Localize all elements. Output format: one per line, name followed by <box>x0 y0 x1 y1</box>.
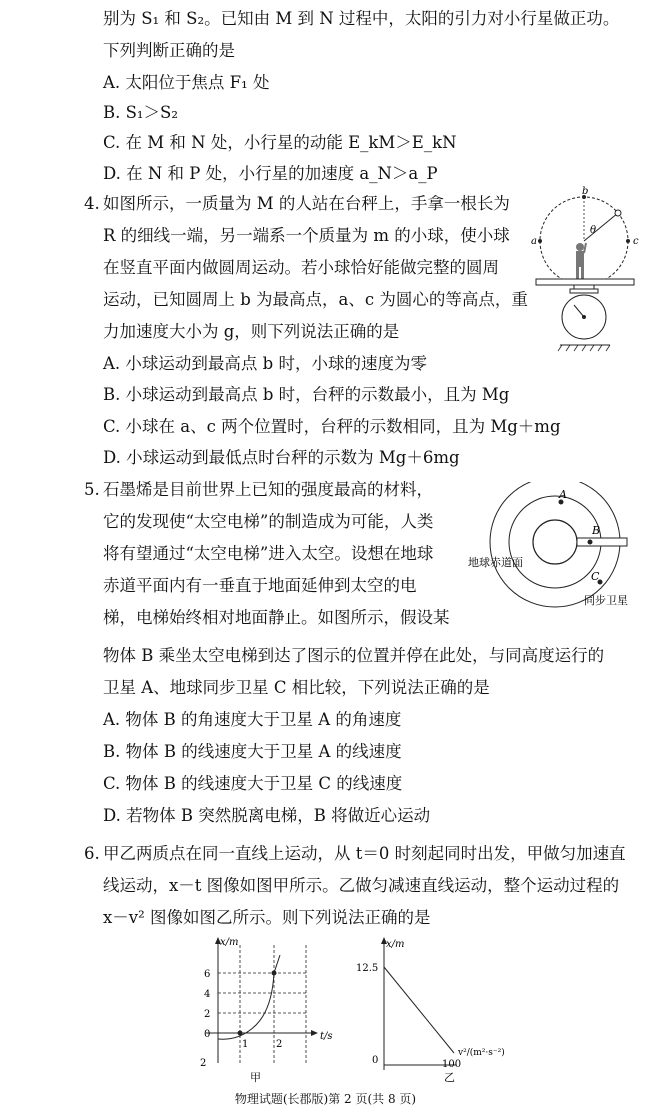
person-icon <box>576 243 586 279</box>
q5-option-b: B. 物体 B 的线速度大于卫星 A 的线速度 <box>103 742 402 761</box>
label-C: C <box>591 570 600 583</box>
q5-stem-line-4: 赤道平面内有一垂直于地面延伸到太空的电 <box>103 576 417 595</box>
label-theta: θ <box>590 225 597 236</box>
q6-figure-jia <box>196 935 346 1085</box>
q4-option-d: D. 小球运动到最低点时台秤的示数为 Mg＋6mg <box>103 448 460 467</box>
page-footer: 物理试题(长郡版)第 2 页(共 8 页) <box>234 1092 417 1106</box>
q4-option-c: C. 小球在 a、c 两个位置时，台秤的示数相同，且为 Mg＋mg <box>103 417 561 436</box>
q5-figure <box>460 482 640 612</box>
jia-xlabel: t/s <box>320 1031 333 1042</box>
jia-caption: 甲 <box>250 1071 261 1084</box>
q3-option-c: C. 在 M 和 N 处，小行星的动能 E_kM＞E_kN <box>103 133 457 152</box>
yi-y0: 12.5 <box>356 963 379 974</box>
q6-figure-yi <box>356 935 556 1085</box>
q5-number: 5. <box>84 480 100 499</box>
label-c: c <box>633 236 639 247</box>
q5-option-a: A. 物体 B 的角速度大于卫星 A 的角速度 <box>103 710 402 729</box>
q4-figure <box>530 185 640 355</box>
label-a: a <box>531 236 537 247</box>
q4-stem-line-5: 力加速度大小为 g，则下列说法正确的是 <box>103 322 400 341</box>
q3-option-a: A. 太阳位于焦点 F₁ 处 <box>103 73 270 92</box>
jia-point-1 <box>238 1031 243 1036</box>
q5-stem-line-5: 梯，电梯始终相对地面静止。如图所示，假设某 <box>103 608 450 627</box>
jia-curve <box>218 955 280 1039</box>
yi-line <box>384 967 454 1053</box>
q4-number: 4. <box>84 194 100 213</box>
q3-option-d: D. 在 N 和 P 处，小行星的加速度 a_N＞a_P <box>103 164 438 183</box>
label-sync: 同步卫星 <box>584 594 628 607</box>
yi-xlabel: v²/(m²·s⁻²) <box>458 1048 505 1058</box>
jia-ytick-0: 0 <box>204 1029 211 1040</box>
q6-stem-line-3: x－v² 图像如图乙所示。则下列说法正确的是 <box>103 908 431 927</box>
q4-stem-line-3: 在竖直平面内做圆周运动。若小球恰好能做完整的圆周 <box>103 258 499 277</box>
label-A: A <box>559 488 567 501</box>
label-equator: 地球赤道面 <box>468 556 523 569</box>
q6-number: 6. <box>84 844 100 863</box>
yi-ylabel: x/m <box>386 939 405 950</box>
point-c <box>626 239 630 243</box>
q6-stem-line-1: 甲乙两质点在同一直线上运动，从 t＝0 时刻起同时出发，甲做匀加速直 <box>103 844 626 863</box>
yi-x0: 100 <box>442 1059 462 1070</box>
q4-option-b: B. 小球运动到最高点 b 时，台秤的示数最小，且为 Mg <box>103 385 510 404</box>
q5-stem-line-1: 石墨烯是目前世界上已知的强度最高的材料， <box>103 480 433 499</box>
ball <box>615 210 621 216</box>
q4-option-a: A. 小球运动到最高点 b 时，小球的速度为零 <box>103 354 427 373</box>
q5-option-c: C. 物体 B 的线速度大于卫星 C 的线速度 <box>103 774 403 793</box>
q5-stem-line-7: 卫星 A、地球同步卫星 C 相比较，下列说法正确的是 <box>103 678 490 697</box>
yi-origin: 0 <box>372 1055 379 1066</box>
jia-ytick-4: 4 <box>204 989 211 1000</box>
q4-stem-line-4: 运动，已知圆周上 b 为最高点，a、c 为圆心的等高点，重 <box>103 290 528 309</box>
q4-stem-line-1: 如图所示，一质量为 M 的人站在台秤上，手拿一根长为 <box>103 194 510 213</box>
q3-text-line-2: 下列判断正确的是 <box>103 41 235 60</box>
q3-option-b: B. S₁＞S₂ <box>103 103 178 122</box>
jia-ytick-2: 2 <box>204 1009 211 1020</box>
jia-point-2 <box>272 971 277 976</box>
jia-xtick-1: 1 <box>242 1039 249 1050</box>
jia-ytick-6: 6 <box>204 969 211 980</box>
jia-ytick-neg2: 2 <box>200 1058 207 1069</box>
q3-text-line-1: 别为 S₁ 和 S₂。已知由 M 到 N 过程中，太阳的引力对小行星做正功。 <box>103 9 620 28</box>
q5-option-d: D. 若物体 B 突然脱离电梯，B 将做近心运动 <box>103 806 431 825</box>
jia-xtick-2: 2 <box>276 1039 283 1050</box>
q5-stem-line-2: 它的发现使“太空电梯”的制造成为可能，人类 <box>103 512 434 531</box>
earth <box>533 520 577 564</box>
object-b <box>588 540 593 545</box>
label-B: B <box>592 524 601 537</box>
scale-platform <box>536 279 634 285</box>
jia-ylabel: x/m <box>220 937 239 948</box>
space-elevator <box>577 538 627 546</box>
point-a <box>538 239 542 243</box>
label-b: b <box>582 186 589 197</box>
q6-stem-line-2: 线运动，x－t 图像如图甲所示。乙做匀减速直线运动，整个运动过程的 <box>103 876 620 895</box>
q5-stem-line-6: 物体 B 乘坐太空电梯到达了图示的位置并停在此处，与同高度运行的 <box>103 646 605 665</box>
q4-stem-line-2: R 的细线一端，另一端系一个质量为 m 的小球，使小球 <box>103 226 510 245</box>
yi-caption: 乙 <box>444 1071 455 1084</box>
q5-stem-line-3: 将有望通过“太空电梯”进入太空。设想在地球 <box>103 544 434 563</box>
